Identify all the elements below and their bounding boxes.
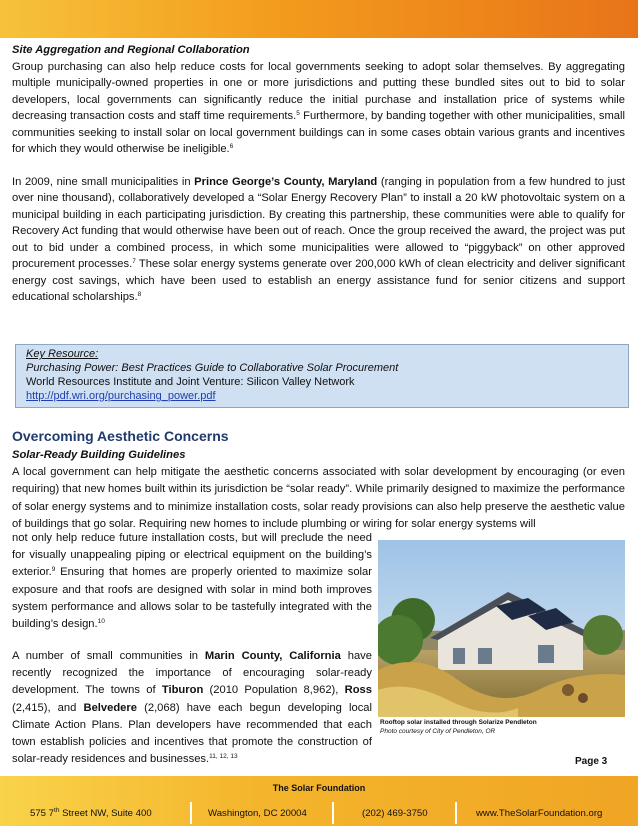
- location-name: Ross: [344, 684, 372, 697]
- footnote-ref[interactable]: 10: [97, 618, 105, 626]
- location-name: Belvedere: [83, 701, 137, 714]
- footer-divider: [455, 802, 457, 824]
- paragraph-marin-county: A number of small communities in Marin County, California have recently recognized the importance of encouraging solar-ready development. The towns of Tiburon (2010 Population 8,962), Ross (2,415), and Belvedere (2,068) have each begun developing local Climate Action Plans. Plan developers have recommended that each town establish policies and incentives that promote the construction of solar-ready residences and businesses.$^{11, 12, 13}$: [12, 650, 372, 766]
- key-resource-link[interactable]: http://pdf.wri.org/purchasing_power.pdf: [26, 390, 216, 402]
- footer-address: 575 7th Street NW, Suite 400: [30, 807, 152, 819]
- footnote-ref[interactable]: 5: [296, 110, 300, 117]
- key-resource-label: Key Resource:: [26, 348, 99, 360]
- header-color-band: [0, 0, 638, 38]
- key-resource-box: [15, 344, 629, 408]
- photo-caption: [380, 718, 625, 736]
- key-resource-org: World Resources Institute and Joint Venture: Silicon Valley Network: [26, 376, 355, 388]
- rooftop-solar-photo: [378, 540, 625, 717]
- footnote-ref[interactable]: 6: [229, 143, 234, 150]
- footnote-ref[interactable]: 9: [51, 566, 56, 574]
- footer-website[interactable]: www.TheSolarFoundation.org: [476, 808, 603, 819]
- footer-bar: [0, 776, 638, 826]
- footnote-ref[interactable]: 8: [137, 291, 142, 298]
- paragraph-prince-georges: In 2009, nine small municipalities in Prince George’s County, Maryland (ranging in population from a few hundred to just over nine thousand), collaboratively developed a “Solar Energy Recovery Plan” to install a 20 kW photovoltaic system on a municipal building in each participating jurisdiction. By creating this partnership, these communities were able to qualify for Recovery Act funding that would otherwise have been out of reach. Once the group received the award, the project was put out to bid under a combined process, in which some municipalities were allowed to “piggyback” on other approved procurement processes.$^7$ These solar energy systems generate over 200,000 kWh of clean electricity and deliver significant energy cost savings, which have been used to establish an energy assistance fund for senior citizens and support educational scholarships.$^8$: [12, 175, 626, 303]
- location-name: Marin County, California: [204, 650, 341, 662]
- subheading-solar-ready: Solar-Ready Building Guidelines: [12, 449, 186, 461]
- paragraph-solar-ready-wide: A local government can help mitigate the aesthetic concerns associated with solar development by encouraging (or even requiring) that new homes built within its jurisdiction be “solar ready”. While primarily designed to maximize the performance of solar energy systems and to minimize installation costs, solar ready provisions can also help preserve the aesthetic value of buildings that go solar. Requiring new homes to include plumbing or wiring for solar energy systems will: [12, 466, 625, 530]
- caption-title: Rooftop solar installed through Solarize Pendleton: [380, 719, 537, 726]
- location-name: Tiburon: [161, 684, 204, 697]
- footnote-ref[interactable]: 7: [132, 258, 136, 265]
- section-heading-aesthetic: Overcoming Aesthetic Concerns: [12, 428, 229, 444]
- footer-city: Washington, DC 20004: [208, 808, 307, 819]
- section-site-aggregation: [12, 42, 625, 306]
- page-number: Page 3: [575, 756, 608, 767]
- section-solar-ready: [12, 447, 625, 533]
- key-resource-title: Purchasing Power: Best Practices Guide to Collaborative Solar Procurement: [26, 362, 399, 374]
- footer-divider: [190, 802, 192, 824]
- footer-org-name: The Solar Foundation: [272, 783, 366, 793]
- footer-phone: (202) 469-3750: [362, 808, 428, 819]
- subheading-site-aggregation: Site Aggregation and Regional Collaboration: [12, 44, 250, 56]
- footnote-ref[interactable]: 11, 12, 13: [209, 753, 238, 761]
- caption-credit: Photo courtesy of City of Pendleton, OR: [380, 728, 496, 735]
- footer-divider: [332, 802, 334, 824]
- paragraph-group-purchasing: Group purchasing can also help reduce costs for local governments seeking to adopt solar themselves. By aggregating multiple municipally-owned properties in one or more jurisdictions and putting these bundled sites out to bid to solar developers, local governments can significantly reduce the initial purchase and installation price of systems while decreasing transaction costs and staff time requirements.$^5$ Furthermore, by banding together with other municipalities, small communities seeking to install solar on local government buildings can in some cases obtain various grants and incentives for which they would otherwise be ineligible.$^6$: [12, 60, 625, 155]
- paragraph-solar-ready-narrow: not only help reduce future installation costs, but will preclude the need for visually unappealing piping or electrical equipment on the building’s exterior.$^9$ Ensuring that homes are properly oriented to maximize solar exposure and that roofs are designed with solar in mind both improves system performance and allows solar to be tastefully integrated with the building’s design.$^{10}$: [12, 532, 372, 631]
- location-name: Prince George’s County, Maryland: [194, 175, 378, 188]
